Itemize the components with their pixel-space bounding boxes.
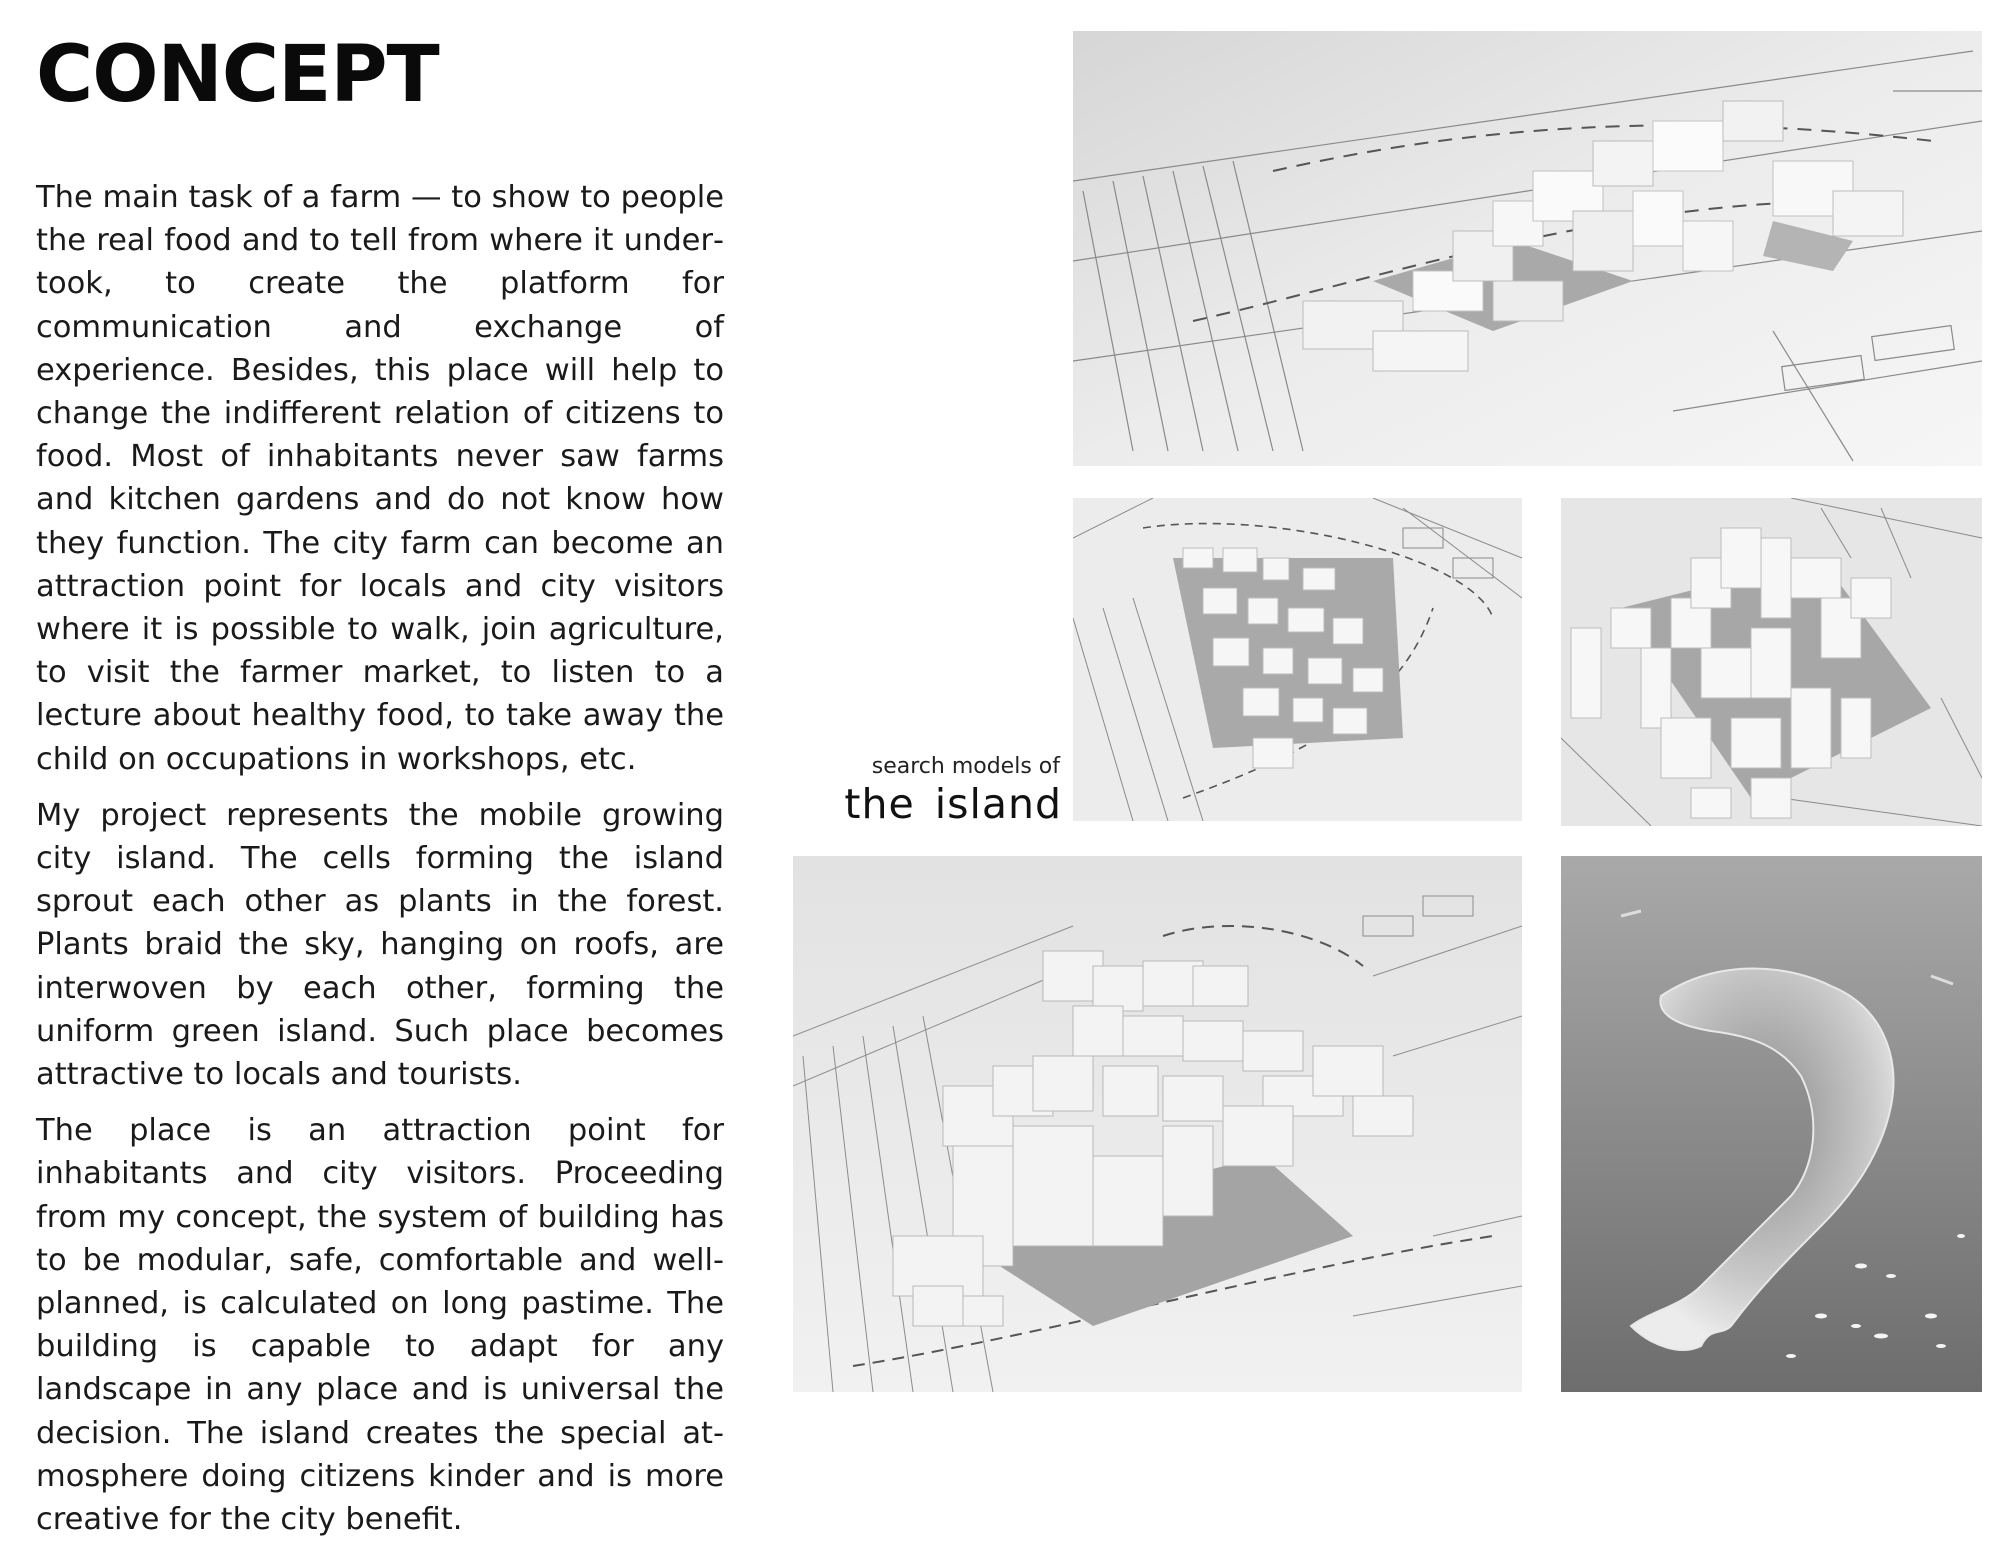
model-photo-4	[793, 856, 1522, 1392]
caption-subtitle: search models of	[871, 754, 1060, 779]
concept-text	[36, 176, 724, 1554]
paragraph-2: My project represents the mobile growing city island. The cells forming the island sprout each other as plants in the forest. Plants braid the sky, hanging on roofs, are interwoven by each other, forming the uniform green island. Such place becomes attractive to locals and tourists.	[36, 797, 724, 1093]
page-title: CONCEPT	[36, 30, 439, 120]
model-photo-1	[1073, 31, 1982, 466]
caption-title: the island	[844, 780, 1062, 828]
paragraph-1: The main task of a farm — to show to people the real food and to tell from where it undertook, to create the platform for communication and exchange of experience. Besides, this place will help to change the indifferent relation of citizens to food. Most of inhabitants never saw farms and kitchen gardens and do not know how they function. The city farm can become an attraction point for locals and city visitors where it is possible to walk, join agriculture, to visit the farmer market, to listen to a lecture about healthy food, to take away the child on occupations in workshops, etc.	[36, 180, 724, 777]
model-photo-2	[1073, 498, 1522, 821]
paragraph-3: The place is an attraction point for inhabitants and city visitors. Proceeding from my concept, the system of building has to be modular, safe, comfortable and well-planned, is calculated on long pastime. The building is capable to adapt for any landscape in any place and is universal the decision. The island creates the special atmosphere doing citizens kinder and is more creative for the city benefit.	[36, 1113, 724, 1538]
island-aerial-photo	[1561, 856, 1982, 1392]
model-photo-3	[1561, 498, 1982, 826]
